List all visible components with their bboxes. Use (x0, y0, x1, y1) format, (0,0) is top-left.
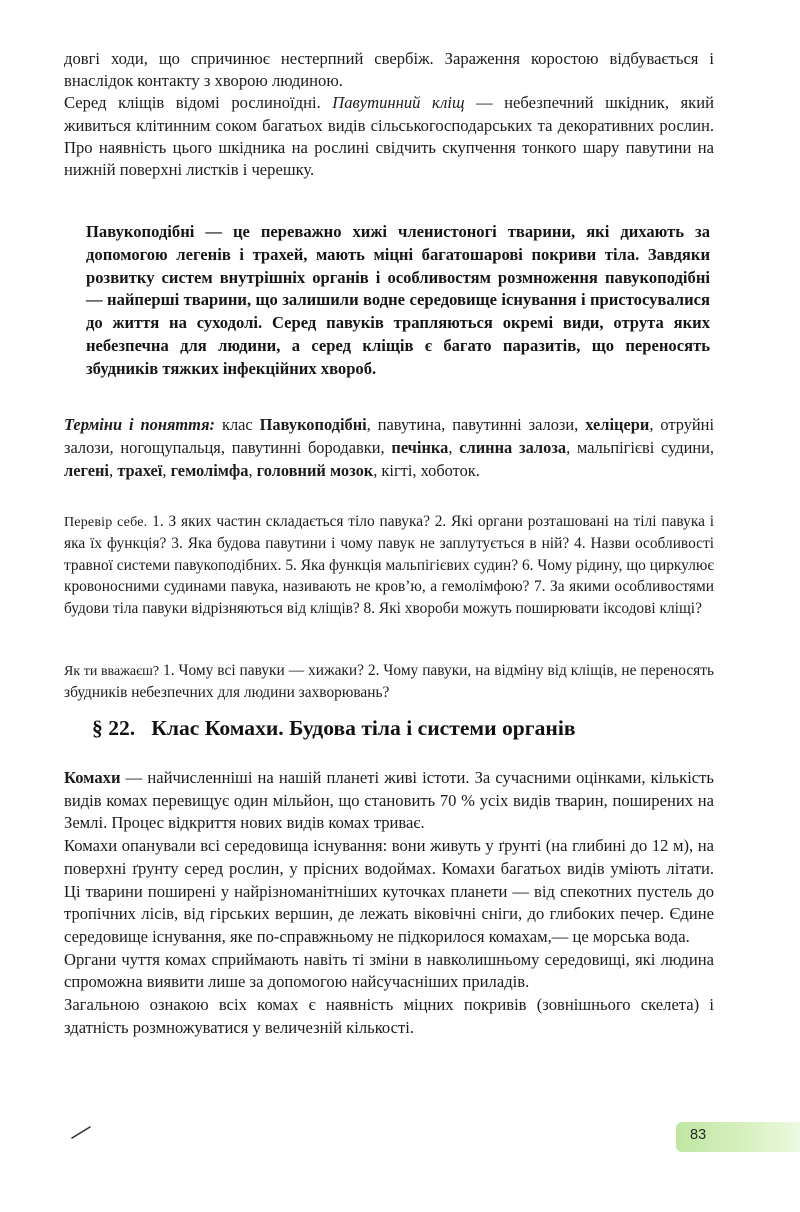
terms-text: , кігті, хоботок. (373, 461, 480, 480)
main-paragraph-2: Комахи опанували всі середовища існування: вони живуть у ґрунті (на глибині до 12 м), на поверхні ґрунту серед рослин, у прісних водоймах. Комахи багатьох видів уміють літати. Ці тварини поширені у найрізноманітніших куточках планети — від спекотних пустель до тропічних лісів, від гірських вершин, де лежать віковічні сніги, до глибоких печер. Єдине середовище існування, яке по-справжньому не підкорилося комахам,— це морська вода. (64, 836, 714, 946)
intro-paragraph-1: довгі ходи, що спричинює нестерпний свербіж. Зараження коростою відбувається і внаслідок контакту з хворою людиною. (64, 49, 714, 91)
terms-text: , отруйні залози, ногощупальця, павутинні бородавки, (64, 415, 715, 457)
summary-bold-paragraph: Павукоподібні — це переважно хижі членистоногі тварини, які дихають за допомогою легенів і трахей, мають міцні багатошарові покриви тіла. Завдяки розвитку систем внутрішніх органів і особливостям розмноження павукоподібні — найперші тварини, що залишили водне середовище існування і пристосувалися до життя на суходолі. Серед павуків трапляються окремі види, отрута яких небезпечна для людини, а серед кліщів є багато паразитів, що переносять збудників тяжких інфекційних хвороб. (86, 222, 710, 378)
what-do-you-think-questions (64, 660, 714, 704)
main-section-text (64, 767, 714, 1039)
terms-text: , (162, 461, 171, 480)
questions-text: 1. З яких частин складається тіло павука? 2. Які органи розташовані на тілі павука і яка їх функція? 3. Яка будова павутини і чому павук не заплутується в ній? 4. Назви особливості травної системи павукоподібних. 5. Яка функція мальпігієвих судин? 6. Чому рідину, що циркулює кровоносними судинами павука, називають не кров’ю, а гемолімфою? 7. За якими особливостями будови тіла павуки відрізняються від кліщів? 8. Які хвороби можуть поширювати іксодові кліщі? (64, 513, 714, 617)
main-p1-text: — найчисленніші на нашій планеті живі істоти. За сучасними оцінками, кількість видів комах перевищує один мільйон, що становить 70 % усіх видів тварин, поширених на Землі. Процес відкриття нових видів комах триває. (64, 768, 714, 833)
section-heading (92, 716, 712, 741)
terms-text: , (108, 461, 118, 480)
main-paragraph-4: Загальною ознакою всіх комах є наявність міцних покривів (зовнішнього скелета) і здатність розмножуватися у величезній кількості. (64, 995, 714, 1037)
term-bold: Павукоподібні (259, 415, 367, 434)
intro-p2-italic-term: Павутинний кліщ (332, 93, 465, 113)
terms-text: , (248, 461, 257, 480)
terms-text: , (448, 438, 460, 457)
intro-p2-end: — небезпечний шкідник, який живиться клітинним соком багатьох видів сільськогосподарських та декоративних рослин. Про наявність цього шкідника на рослині свідчить скупчення тонкого шару павутини на нижній поверхні листків і черешку. (64, 93, 714, 180)
section-title: Клас Комахи. Будова тіла і системи органів (151, 716, 576, 740)
term-bold: гемолімфа (170, 461, 249, 480)
terms-text: клас (215, 415, 260, 434)
term-bold: легені (64, 461, 109, 480)
intro-section (64, 48, 714, 181)
term-bold: слинна залоза (459, 438, 567, 457)
intro-p2-start: Серед кліщів відомі рослиноїдні. (64, 93, 333, 113)
terms-text: , мальпігієві судини, (566, 438, 715, 457)
term-bold: трахеї (117, 461, 163, 480)
pen-mark-icon (70, 1124, 94, 1140)
think-text: 1. Чому всі павуки — хижаки? 2. Чому павуки, на відміну від кліщів, не переносять збудників небезпечних для людини захворювань? (64, 662, 715, 702)
terms-text: , павутина, павутинні залози, (366, 415, 586, 434)
page-number: 83 (690, 1127, 707, 1143)
term-bold: печінка (391, 438, 449, 457)
term-bold: головний мозок (256, 461, 374, 480)
insects-bold-term: Комахи (64, 768, 121, 787)
main-paragraph-3: Органи чуття комах сприймають навіть ті зміни в навколишньому середовищі, які людина спроможна виявити лише за допомогою найсучасніших приладів. (64, 949, 714, 992)
check-yourself-questions (64, 511, 714, 619)
terms-lead: Терміни і поняття: (64, 415, 216, 434)
main-paragraph-1 (64, 767, 714, 835)
questions-lead: Перевір себе. (64, 515, 148, 530)
term-bold: хеліцери (585, 415, 650, 434)
terms-paragraph (64, 413, 714, 482)
intro-paragraph-2 (64, 92, 714, 181)
section-number: § 22. (92, 716, 136, 740)
think-lead: Як ти вважаєш? (64, 664, 160, 679)
